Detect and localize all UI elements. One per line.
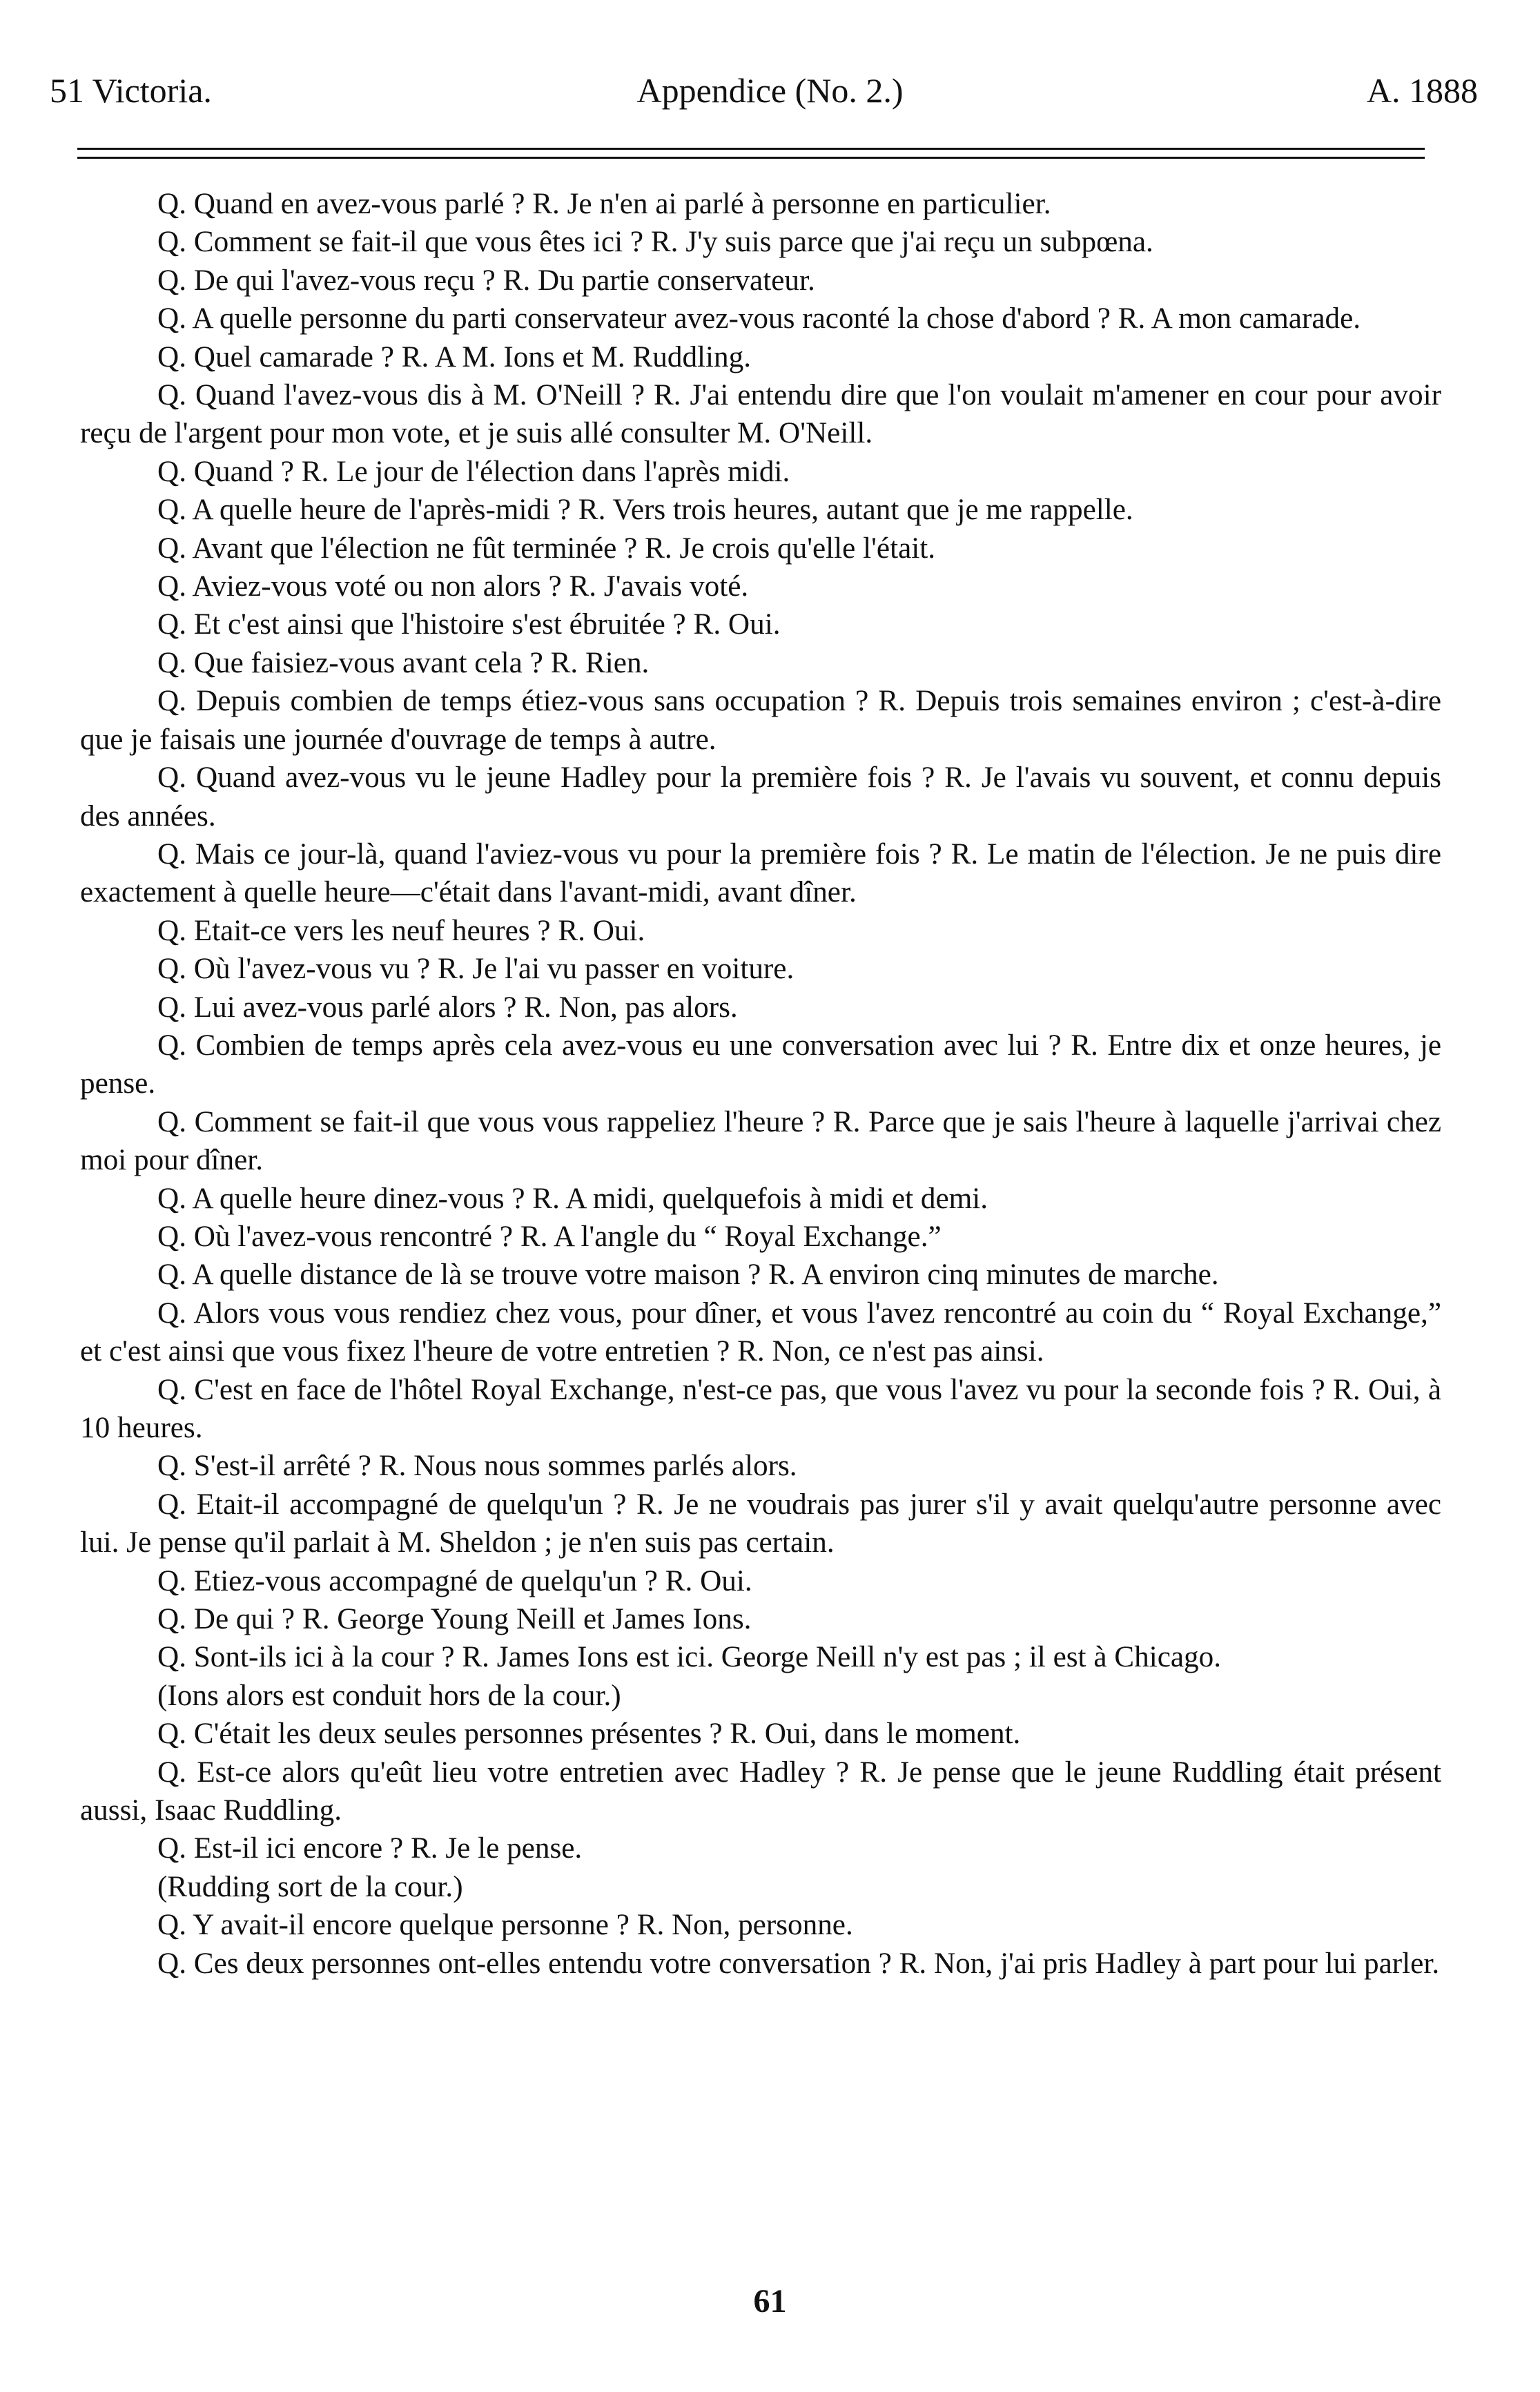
paragraph: Q. Etiez-vous accompagné de quelqu'un ? R. Oui. (157, 1564, 752, 1597)
paragraph: Q. Comment se fait-il que vous êtes ici ? R. J'y suis parce que j'ai reçu un subpœna. (157, 226, 1153, 259)
paragraph: Q. C'est en face de l'hôtel Royal Exchange, n'est-ce pas, que vous l'avez vu pour la seconde fois ? R. Oui, à 10 heures. (80, 1373, 1441, 1444)
paragraph: Q. Mais ce jour-là, quand l'aviez-vous vu pour la première fois ? R. Le matin de l'élection. Je ne puis dire exactement à quelle heure—c'était dans l'avant-midi, avant dîner. (80, 837, 1441, 909)
paragraph: Q. Alors vous vous rendiez chez vous, pour dîner, et vous l'avez rencontré au coin du “ Royal Exchange,” et c'est ainsi que vous fixez l'heure de votre entretien ? R. Non, ce n'est pas ainsi. (80, 1296, 1441, 1368)
paragraph: Q. S'est-il arrêté ? R. Nous nous sommes parlés alors. (157, 1450, 797, 1483)
paragraph: Q. Ces deux personnes ont-elles entendu votre conversation ? R. Non, j'ai pris Hadley à part pour lui parler. (157, 1947, 1440, 1980)
page-number: 61 (753, 2283, 787, 2320)
paragraph: Q. Est-il ici encore ? R. Je le pense. (157, 1832, 583, 1865)
header-right: A. 1888 (1366, 71, 1478, 110)
header-center: Appendice (No. 2.) (636, 71, 904, 110)
paragraph: Q. A quelle heure dinez-vous ? R. A midi, quelquefois à midi et demi. (157, 1182, 988, 1215)
paragraph: Q. Depuis combien de temps étiez-vous sans occupation ? R. Depuis trois semaines environ ; c'est-à-dire que je faisais une journée d'ouvrage de temps à autre. (80, 685, 1441, 756)
paragraph: Q. Lui avez-vous parlé alors ? R. Non, pas alors. (157, 991, 738, 1024)
paragraph: Q. Est-ce alors qu'eût lieu votre entretien avec Hadley ? R. Je pense que le jeune Ruddling était présent aussi, Isaac Ruddling. (80, 1756, 1441, 1827)
paragraph: Q. Sont-ils ici à la cour ? R. James Ions est ici. George Neill n'y est pas ; il est à Chicago. (157, 1641, 1222, 1674)
paragraph: Q. Quand ? R. Le jour de l'élection dans l'après midi. (157, 455, 790, 488)
paragraph: Q. Comment se fait-il que vous vous rappeliez l'heure ? R. Parce que je sais l'heure à laquelle j'arrivai chez moi pour dîner. (80, 1105, 1441, 1177)
paragraph: Q. Où l'avez-vous vu ? R. Je l'ai vu passer en voiture. (157, 953, 795, 986)
paragraph: Q. Combien de temps après cela avez-vous eu une conversation avec lui ? R. Entre dix et onze heures, je pense. (80, 1029, 1441, 1100)
paragraph: Q. Et c'est ainsi que l'histoire s'est ébruitée ? R. Oui. (157, 608, 781, 641)
paragraph: Q. Y avait-il encore quelque personne ? R. Non, personne. (157, 1909, 853, 1942)
paragraph: Q. Quand en avez-vous parlé ? R. Je n'en ai parlé à personne en particulier. (157, 188, 1051, 220)
paragraph: Q. Etait-ce vers les neuf heures ? R. Oui. (157, 914, 645, 947)
paragraph: Q. De qui ? R. George Young Neill et James Ions. (157, 1603, 752, 1636)
paragraph: Q. Que faisiez-vous avant cela ? R. Rien. (157, 646, 650, 679)
running-head (50, 66, 1490, 115)
paragraph: Q. Avant que l'élection ne fût terminée ? R. Je crois qu'elle l'était. (157, 532, 936, 565)
paragraph: Q. De qui l'avez-vous reçu ? R. Du partie conservateur. (157, 264, 815, 297)
paragraph: Q. A quelle personne du parti conservateur avez-vous raconté la chose d'abord ? R. A mon camarade. (157, 302, 1361, 336)
paragraph: Q. A quelle heure de l'après-midi ? R. Vers trois heures, autant que je me rappelle. (157, 494, 1133, 527)
paragraph: Q. Etait-il accompagné de quelqu'un ? R. Je ne voudrais pas jurer s'il y avait quelqu'autre personne avec lui. Je pense qu'il parlait à M. Sheldon ; je n'en suis pas certain. (80, 1488, 1441, 1559)
paragraph: Q. Où l'avez-vous rencontré ? R. A l'angle du “ Royal Exchange.” (157, 1220, 942, 1253)
header-double-rule (77, 148, 1425, 159)
paragraph: Q. A quelle distance de là se trouve votre maison ? R. A environ cinq minutes de marche. (157, 1258, 1219, 1292)
paragraph: Q. Quand l'avez-vous dis à M. O'Neill ? R. J'ai entendu dire que l'on voulait m'amener en cour pour avoir reçu de l'argent pour mon vote, et je suis allé consulter M. O'Neill. (80, 379, 1441, 450)
paragraph: Q. Quand avez-vous vu le jeune Hadley pour la première fois ? R. Je l'avais vu souvent, et connu depuis des années. (80, 761, 1441, 833)
testimony-text (80, 185, 1441, 1983)
stage-note: (Rudding sort de la cour.) (157, 1870, 463, 1903)
paragraph: Q. Quel camarade ? R. A M. Ions et M. Ruddling. (157, 340, 752, 373)
header-left: 51 Victoria. (50, 71, 212, 110)
paragraph: Q. Aviez-vous voté ou non alors ? R. J'avais voté. (157, 570, 749, 603)
paragraph: Q. C'était les deux seules personnes présentes ? R. Oui, dans le moment. (157, 1718, 1021, 1751)
stage-note: (Ions alors est conduit hors de la cour.) (157, 1679, 621, 1712)
